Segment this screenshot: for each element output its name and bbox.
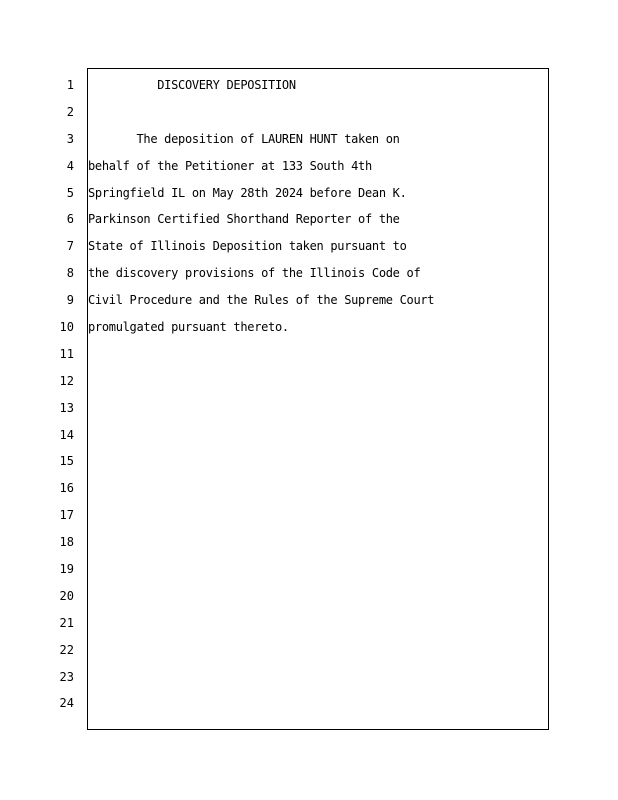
transcript-line: [88, 475, 543, 502]
transcript-text-column: [88, 72, 543, 717]
transcript-line: The deposition of LAUREN HUNT taken on: [88, 131, 400, 146]
line-number: 3: [66, 131, 74, 146]
line-number: 1: [66, 78, 74, 92]
line-number: 14: [59, 427, 74, 442]
line-number: 9: [66, 293, 74, 308]
line-number: 18: [59, 535, 74, 550]
transcript-line: Civil Procedure and the Rules of the Supreme Court: [88, 293, 435, 308]
transcript-line: Springfield IL on May 28th 2024 before Dean K.: [88, 185, 407, 200]
line-number: 8: [66, 266, 74, 281]
line-number: 7: [66, 239, 74, 254]
line-number: 10: [59, 320, 74, 335]
transcript-line: [88, 368, 543, 395]
line-number: 16: [59, 481, 74, 496]
transcript-line: behalf of the Petitioner at 133 South 4th: [88, 158, 372, 173]
transcript-line: [88, 556, 543, 583]
line-number: 22: [59, 642, 74, 657]
line-number: 20: [59, 588, 74, 603]
transcript-line: the discovery provisions of the Illinois Code of: [88, 266, 421, 281]
line-number: 23: [59, 669, 74, 684]
transcript-line: Parkinson Certified Shorthand Reporter of the: [88, 212, 400, 227]
line-number: 12: [59, 373, 74, 388]
line-number: 15: [59, 454, 74, 469]
transcript-line: [88, 664, 543, 691]
deposition-title: DISCOVERY DEPOSITION: [88, 78, 296, 92]
line-number: 24: [59, 696, 74, 711]
transcript-line: [88, 502, 543, 529]
line-number: 4: [66, 158, 74, 173]
line-number: 5: [66, 185, 74, 200]
transcript-line: [88, 341, 543, 368]
line-number: 17: [59, 508, 74, 523]
transcript-line: [88, 529, 543, 556]
transcript-line: [88, 395, 543, 422]
transcript-line: [88, 610, 543, 637]
line-number: 21: [59, 615, 74, 630]
line-number: 11: [59, 346, 74, 361]
transcript-line: [88, 448, 543, 475]
transcript-line: [88, 422, 543, 449]
line-number: 2: [66, 104, 74, 119]
transcript-line: State of Illinois Deposition taken pursuant to: [88, 239, 407, 254]
line-number: 13: [59, 400, 74, 415]
line-number-column: [48, 72, 74, 717]
transcript-line: [88, 637, 543, 664]
transcript-line: promulgated pursuant thereto.: [88, 320, 289, 335]
transcript-line: [88, 99, 543, 126]
line-number: 19: [59, 562, 74, 577]
transcript-line: [88, 690, 543, 717]
transcript-line: [88, 583, 543, 610]
line-number: 6: [66, 212, 74, 227]
